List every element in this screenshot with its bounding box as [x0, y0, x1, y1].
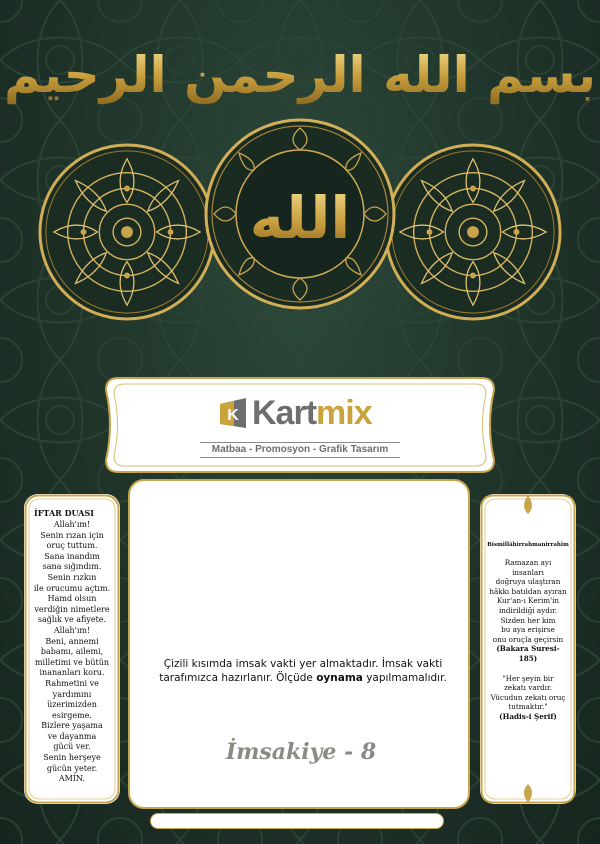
verse-line: Sizden her kim	[500, 615, 556, 625]
bottom-label-bar	[150, 813, 444, 829]
right-mandala-medallion	[384, 143, 562, 321]
allah-calligraphy-text: الله	[249, 184, 351, 252]
imsakiye-title: İmsakiye - 8	[225, 739, 377, 765]
dua-line: Allah'ım!	[53, 625, 91, 635]
dua-line: milletimi ve bütün	[34, 657, 110, 667]
dua-line: ile orucumu açtım.	[33, 583, 111, 593]
dua-line: Senin herşeye	[43, 753, 101, 763]
dua-line: üzerimizden	[47, 700, 97, 710]
kartmix-logo	[216, 396, 372, 430]
notice-text-1: Çizili kısımda imsak vakti yer almaktadır. İmsak vakti tarafımızca hazırlanır. Ölçüde	[159, 658, 443, 684]
bismillah-calligraphy	[4, 34, 596, 114]
hadith-source: (Hadis-i Şerif)	[499, 711, 557, 721]
ayet-hadis-panel	[480, 494, 576, 804]
notice-text-2: yapılmamalıdır.	[362, 672, 447, 684]
verse-line: Ramazan ayı	[504, 558, 552, 567]
dua-line: babamı, ailemi,	[40, 647, 104, 657]
dua-line: Bizlere yaşama	[41, 721, 103, 731]
hadith-line: tutmaktır."	[508, 702, 548, 712]
hadith-line: "Her şeyin bir	[502, 673, 554, 683]
bismillah-latin-title: Bismillâhirrahmanirrahîm	[487, 542, 569, 548]
dua-line: oruç tuttum.	[46, 541, 98, 551]
dua-line: sağlık ve afiyete.	[37, 615, 107, 625]
left-mandala-medallion	[38, 143, 216, 321]
hadith-line: Vücudun zekatı oruç	[490, 692, 566, 702]
dua-line: Rahmetini ve	[45, 678, 99, 688]
dua-line: esirgeme.	[52, 710, 92, 720]
brand-part2: mix	[316, 394, 372, 432]
bismillah-text: بسم الله الرحمن الرحيم	[4, 46, 596, 104]
iftar-duasi-panel	[24, 494, 120, 804]
logo-card	[100, 372, 500, 478]
verse-line: bu aya erişirse	[501, 625, 555, 635]
dua-line: ve dayanma	[47, 731, 97, 741]
verse-line: insanları	[512, 567, 544, 577]
verse-source: (Bakara Suresi-185)	[496, 644, 560, 663]
dua-line: AMİN.	[58, 774, 86, 784]
iftar-duasi-text	[32, 520, 112, 785]
dua-line: Beni, annemi	[45, 636, 99, 646]
hadith-line: zekatı vardır.	[504, 683, 552, 693]
dua-line: gücü ver.	[53, 742, 91, 752]
kartmix-logo-mark-icon	[216, 396, 250, 430]
svg-text:K: K	[227, 407, 239, 424]
logo-tagline: Matbaa - Promosyon - Grafik Tasarım	[200, 442, 400, 458]
brand-part1: Kart	[252, 394, 317, 432]
imsakiye-main-panel	[128, 479, 470, 809]
dua-line: Hamd olsun	[47, 594, 97, 604]
dua-line: sana sığındım.	[42, 562, 102, 572]
verse-line: hâkkı batıldan ayıran	[489, 586, 567, 596]
dua-line: Sana inandım	[44, 551, 100, 561]
kartmix-wordmark	[252, 396, 372, 430]
notice-bold-word: oynama	[316, 672, 363, 684]
dua-line: gücün yeter.	[46, 763, 98, 773]
iftar-duasi-title: İFTAR DUASI	[34, 508, 94, 518]
dua-line: Senin rızkın	[47, 572, 97, 582]
verse-line: indirildiği aydır.	[498, 605, 558, 615]
ayet-hadis-text	[488, 558, 568, 722]
verse-line: Kur'an-ı Kerim'in	[496, 596, 560, 606]
dua-line: Senin rızan için	[40, 530, 104, 540]
print-notice	[158, 657, 448, 685]
dua-line: inananları koru.	[39, 668, 105, 678]
dua-line: Allah'ım!	[53, 520, 91, 529]
dua-line: verdiğin nimetlere	[34, 604, 110, 614]
verse-line: onu oruçla geçirsin	[492, 634, 564, 644]
dua-line: yardımını	[52, 689, 92, 699]
center-allah-medallion	[204, 118, 396, 310]
verse-line: doğruya ulaştıran	[495, 577, 561, 587]
